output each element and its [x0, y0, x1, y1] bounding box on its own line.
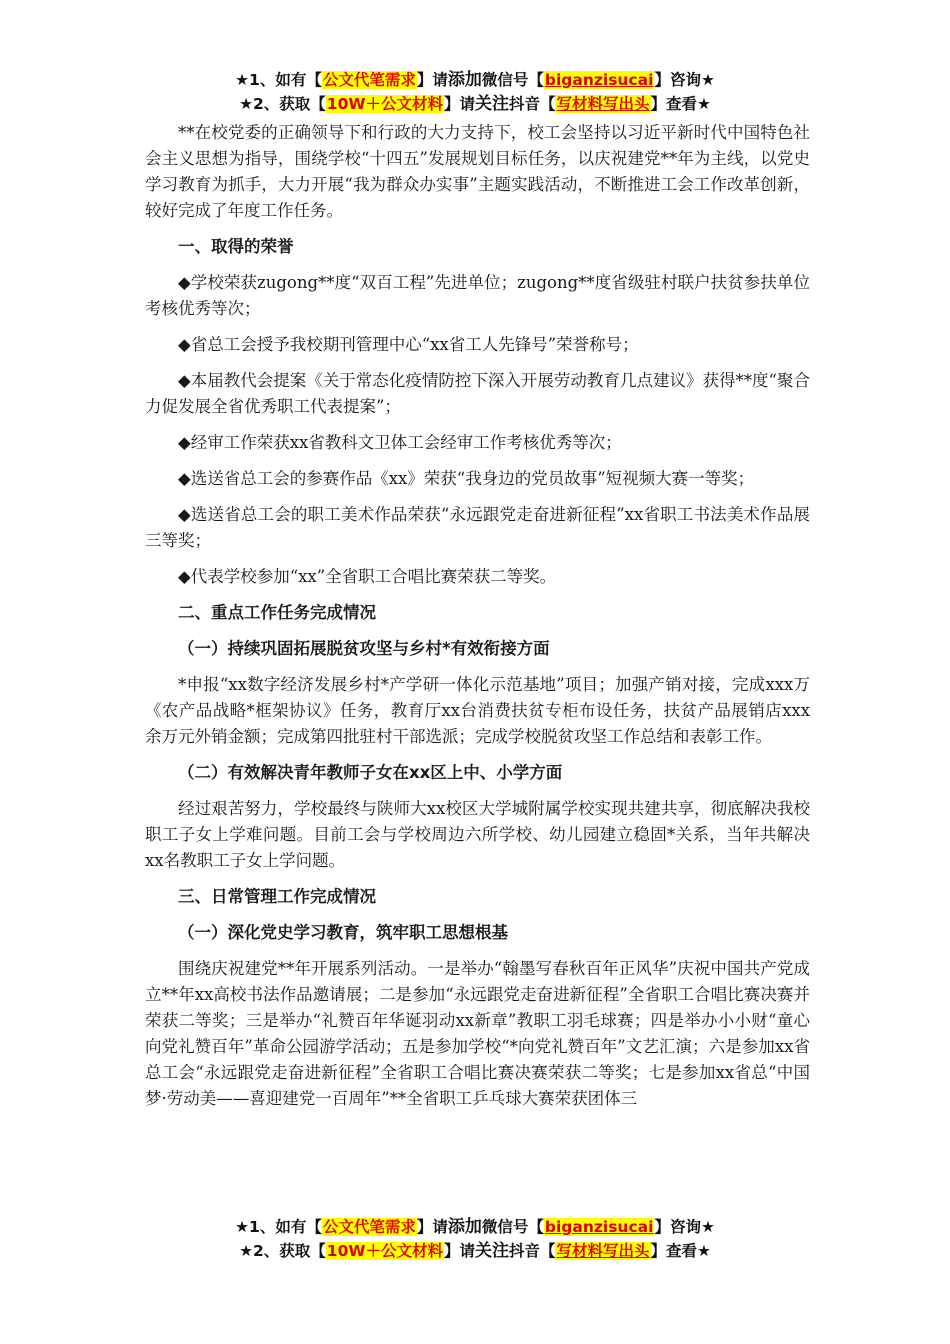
paragraph-3-1: 围绕庆祝建党**年开展系列活动。一是举办“翰墨写春秋百年正风华”庆祝中国共产党成立**年xx高校书法作品邀请展；二是参加“永远跟党走奋进新征程”全省职工合唱比赛决赛并荣获二等奖；三是举办“礼赞百年华诞羽动xx新章”教职工羽毛球赛；四是举办小小财“童心向党礼赞百年”革命公园游学活动；五是参加学校“*向党礼赞百年”文艺汇演；六是参加xx省总工会“永远跟党走奋进新征程”全省职工合唱比赛决赛荣获二等奖；七是参加xx省总“中国梦·劳动美——喜迎建党一百周年”**全省职工乒乓球大赛荣获团体三 [145, 959, 810, 1108]
highlight-materials: 10W＋公文材料 [326, 1242, 443, 1260]
honor-item-1: ◆学校荣获zugong**度“双百工程”先进单位；zugong**度省级驻村联户扶贫参扶单位考核优秀等次； [145, 273, 810, 318]
document-body [145, 120, 810, 1112]
banner-text: 】请 [416, 71, 448, 89]
wechat-id[interactable]: biganzisucai [544, 1218, 654, 1236]
banner-emphasis: 关注 [474, 1241, 509, 1261]
banner-text: 微信号【 [481, 1218, 544, 1236]
highlight-service: 公文代笔需求 [322, 71, 416, 89]
douyin-account[interactable]: 写材料写出头 [556, 1242, 650, 1260]
banner-text: 】请 [443, 1242, 475, 1260]
banner-text: 】请 [443, 95, 475, 113]
banner-text: 】查看★ [650, 1242, 711, 1260]
intro-paragraph: **在校党委的正确领导下和行政的大力支持下，校工会坚持以习近平新时代中国特色社会主义思想为指导，围绕学校“十四五”发展规划目标任务，以庆祝建党**年为主线，以党史学习教育为抓手，大力开展“我为群众办实事”主题实践活动，不断推进工会工作改革创新，较好完成了年度工作任务。 [145, 123, 810, 220]
banner-text: ★1、如有【 [235, 71, 322, 89]
banner-line-2 [0, 92, 950, 116]
banner-line-1 [0, 68, 950, 92]
section-heading-2: 二、重点工作任务完成情况 [178, 603, 376, 622]
banner-emphasis: 关注 [474, 94, 509, 114]
banner-text: 】请 [416, 1218, 448, 1236]
honor-item-4: ◆经审工作荣获xx省教科文卫体工会经审工作考核优秀等次； [178, 433, 622, 452]
banner-line-1 [0, 1215, 950, 1239]
banner-text: ★1、如有【 [235, 1218, 322, 1236]
banner-text: 抖音【 [508, 1242, 556, 1260]
banner-text: 微信号【 [481, 71, 544, 89]
honor-item-3: ◆本届教代会提案《关于常态化疫情防控下深入开展劳动教育几点建议》获得**度“聚合力促发展全省优秀职工代表提案”； [145, 371, 810, 416]
banner-text: 】咨询★ [654, 1218, 715, 1236]
paragraph-2-1: *申报“xx数字经济发展乡村*产学研一体化示范基地”项目；加强产销对接，完成xxx万《农产品战略*框架协议》任务，教育厅xx台消费扶贫专柜布设任务，扶贫产品展销店xxx余万元外销金额；完成第四批驻村干部选派；完成学校脱贫攻坚工作总结和表彰工作。 [145, 675, 810, 746]
banner-text: 】咨询★ [654, 71, 715, 89]
douyin-account[interactable]: 写材料写出头 [556, 95, 650, 113]
subsection-heading-2-2: （二）有效解决青年教师子女在xx区上中、小学方面 [178, 763, 563, 782]
section-heading-3: 三、日常管理工作完成情况 [178, 887, 376, 906]
banner-text: ★2、获取【 [239, 1242, 326, 1260]
honor-item-6: ◆选送省总工会的职工美术作品荣获“永远跟党走奋进新征程”xx省职工书法美术作品展三等奖； [145, 505, 810, 550]
footer-banner [0, 1215, 950, 1263]
subsection-heading-3-1: （一）深化党史学习教育，筑牢职工思想根基 [178, 923, 508, 942]
highlight-materials: 10W＋公文材料 [326, 95, 443, 113]
paragraph-2-2: 经过艰苦努力，学校最终与陕师大xx校区大学城附属学校实现共建共享，彻底解决我校职工子女上学难问题。目前工会与学校周边六所学校、幼儿园建立稳固*关系，当年共解决xx名教职工子女上学问题。 [145, 799, 810, 870]
banner-emphasis: 添加 [447, 1217, 482, 1237]
honor-item-2: ◆省总工会授予我校期刊管理中心“xx省工人先锋号”荣誉称号； [178, 335, 639, 354]
header-banner [0, 68, 950, 116]
honor-item-7: ◆代表学校参加“xx”全省职工合唱比赛荣获二等奖。 [178, 567, 557, 586]
highlight-service: 公文代笔需求 [322, 1218, 416, 1236]
wechat-id[interactable]: biganzisucai [544, 71, 654, 89]
banner-emphasis: 添加 [447, 70, 482, 90]
subsection-heading-2-1: （一）持续巩固拓展脱贫攻坚与乡村*有效衔接方面 [178, 639, 550, 658]
banner-text: ★2、获取【 [239, 95, 326, 113]
banner-text: 抖音【 [508, 95, 556, 113]
section-heading-1: 一、取得的荣誉 [178, 237, 294, 256]
honor-item-5: ◆选送省总工会的参赛作品《xx》荣获“我身边的党员故事”短视频大赛一等奖； [178, 469, 755, 488]
banner-line-2 [0, 1239, 950, 1263]
banner-text: 】查看★ [650, 95, 711, 113]
